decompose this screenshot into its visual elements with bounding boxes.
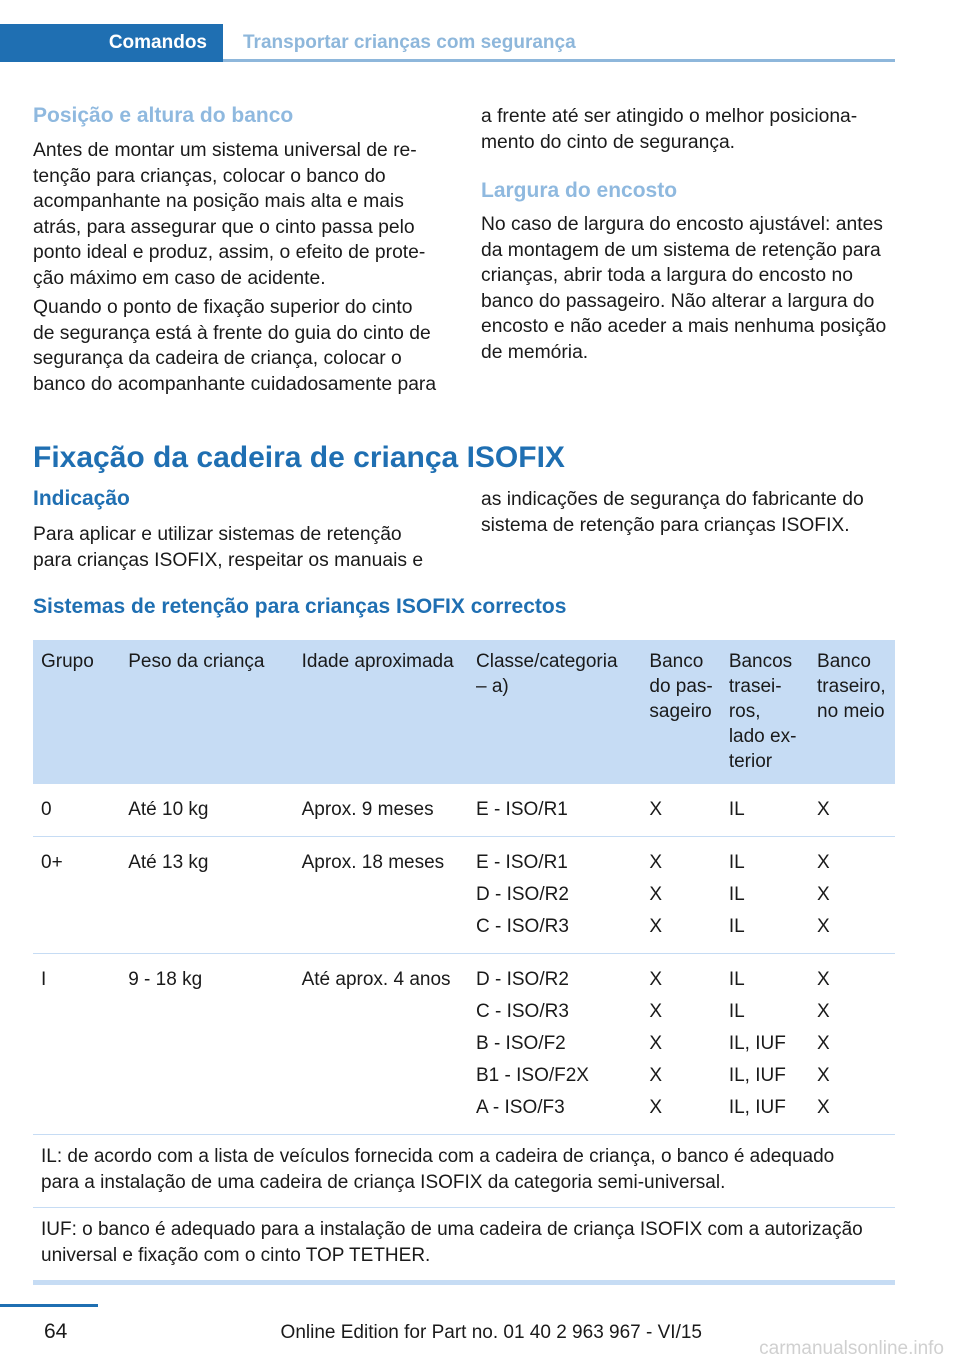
backrest-width-paragraph bbox=[481, 212, 901, 365]
table-cell: E - ISO/R1 D - ISO/R2 C - ISO/R3 bbox=[468, 837, 641, 954]
text-line: tenção para crianças, colocar o banco do bbox=[33, 165, 386, 187]
text-line: encosto e não aceder a mais nenhuma posição bbox=[481, 316, 887, 337]
text-line: as indicações de segurança do fabricante do bbox=[481, 489, 864, 510]
column-header: Idade aproximada bbox=[301, 651, 454, 672]
seat-position-paragraph-1 bbox=[33, 138, 453, 291]
note-heading: Indicação bbox=[33, 487, 130, 510]
isofix-table bbox=[33, 640, 895, 1285]
text-line: de segurança está à frente do guia do cinto de bbox=[33, 322, 431, 344]
table-bottom-rule bbox=[33, 1280, 895, 1285]
column-header: Banco traseiro, no meio bbox=[817, 651, 886, 722]
table-row bbox=[33, 954, 895, 1135]
backrest-width-heading: Largura do encosto bbox=[481, 179, 678, 202]
text-line: atrás, para assegurar que o cinto passa pelo bbox=[33, 216, 415, 238]
watermark: carmanualsonline.info bbox=[759, 1338, 944, 1359]
text-line: para crianças ISOFIX, respeitar os manuais e bbox=[33, 549, 424, 571]
text-line: Quando o ponto de fixação superior do cinto bbox=[33, 297, 413, 318]
table-cell: Aprox. 18 meses bbox=[294, 837, 468, 954]
table-cell: 9 - 18 kg bbox=[120, 954, 293, 1135]
column-header: Grupo bbox=[41, 651, 94, 672]
isofix-table-heading: Sistemas de retenção para crianças ISOFIX correctos bbox=[33, 595, 567, 618]
table-note-iuf: IUF: o banco é adequado para a instalação de uma cadeira de criança ISOFIX com a autorização universal e fixação com o cinto TOP TETHER. bbox=[41, 1219, 863, 1266]
table-header-row bbox=[33, 640, 895, 784]
table-cell: IL IL IL bbox=[721, 837, 809, 954]
seat-position-paragraph-2 bbox=[33, 295, 453, 397]
footer-rule bbox=[0, 1304, 98, 1307]
seat-position-heading: Posição e altura do banco bbox=[33, 104, 294, 127]
note-text-left bbox=[33, 522, 453, 573]
text-line: banco do passageiro. Não alterar a largura do bbox=[481, 290, 875, 312]
text-line: acompanhante na posição mais alta e mais bbox=[33, 191, 404, 212]
table-cell: Aprox. 9 meses bbox=[294, 784, 468, 837]
table-cell: Até 13 kg bbox=[120, 837, 293, 954]
table-cell: X X X bbox=[809, 837, 895, 954]
note-text-right bbox=[481, 487, 901, 538]
text-line: a frente até ser atingido o melhor posiciona‐ bbox=[481, 106, 858, 127]
table-cell: I bbox=[33, 954, 120, 1135]
table-cell: Até aprox. 4 anos bbox=[294, 954, 468, 1135]
text-line: da montagem de um sistema de retenção para bbox=[481, 239, 881, 261]
section-tab[interactable]: Comandos bbox=[0, 24, 223, 62]
text-line: de memória. bbox=[481, 341, 589, 363]
table-note-row bbox=[33, 1135, 895, 1208]
column-header: Bancos trasei‐ ros, lado ex‐ terior bbox=[728, 651, 797, 772]
table-cell: Até 10 kg bbox=[120, 784, 293, 837]
text-line: No caso de largura do encosto ajustável: antes bbox=[481, 214, 883, 235]
text-line: sistema de retenção para crianças ISOFIX. bbox=[481, 514, 850, 536]
table-cell: X X X bbox=[641, 837, 720, 954]
table-row bbox=[33, 837, 895, 954]
breadcrumb[interactable]: Transportar crianças com segurança bbox=[243, 32, 576, 53]
table-row bbox=[33, 784, 895, 837]
text-line: banco do acompanhante cuidadosamente para bbox=[33, 373, 437, 395]
table-cell: IL bbox=[721, 784, 809, 837]
header-rule bbox=[223, 59, 895, 62]
page-number: 64 bbox=[44, 1320, 68, 1343]
text-line: Antes de montar um sistema universal de re‐ bbox=[33, 140, 417, 161]
table-note-row bbox=[33, 1208, 895, 1281]
isofix-title: Fixação da cadeira de criança ISOFIX bbox=[33, 441, 565, 474]
column-header: Banco do pas‐ sageiro bbox=[649, 651, 713, 722]
text-line: crianças, abrir toda a largura do encosto no bbox=[481, 265, 853, 286]
page-header bbox=[0, 24, 895, 62]
table-note-il: IL: de acordo com a lista de veículos fornecida com a cadeira de criança, o banco é adequado para a instalação de uma cadeira de criança ISOFIX da categoria semi-universal. bbox=[33, 1135, 895, 1208]
table-cell: X bbox=[809, 784, 895, 837]
table-cell: X bbox=[641, 784, 720, 837]
seat-position-paragraph-continued bbox=[481, 104, 901, 155]
edition-info: Online Edition for Part no. 01 40 2 963 967 - VI/15 bbox=[280, 1322, 702, 1343]
text-line: Para aplicar e utilizar sistemas de retenção bbox=[33, 524, 402, 545]
text-line: mento do cinto de segurança. bbox=[481, 131, 736, 153]
table-cell: D - ISO/R2 C - ISO/R3 B - ISO/F2 B1 - ISO/F2X A - ISO/F3 bbox=[468, 954, 641, 1135]
table-cell: X X X X X bbox=[641, 954, 720, 1135]
text-line: ção máximo em caso de acidente. bbox=[33, 267, 326, 289]
table-cell: X X X X X bbox=[809, 954, 895, 1135]
table-cell: IL IL IL, IUF IL, IUF IL, IUF bbox=[721, 954, 809, 1135]
column-header: Peso da criança bbox=[128, 651, 265, 672]
column-header: Classe/categoria – a) bbox=[476, 651, 618, 697]
text-line: segurança da cadeira de criança, colocar o bbox=[33, 348, 402, 369]
text-line: ponto ideal e produz, assim, o efeito de prote‐ bbox=[33, 242, 426, 263]
table-cell: 0+ bbox=[33, 837, 120, 954]
table-cell: 0 bbox=[33, 784, 120, 837]
table-cell: E - ISO/R1 bbox=[468, 784, 641, 837]
